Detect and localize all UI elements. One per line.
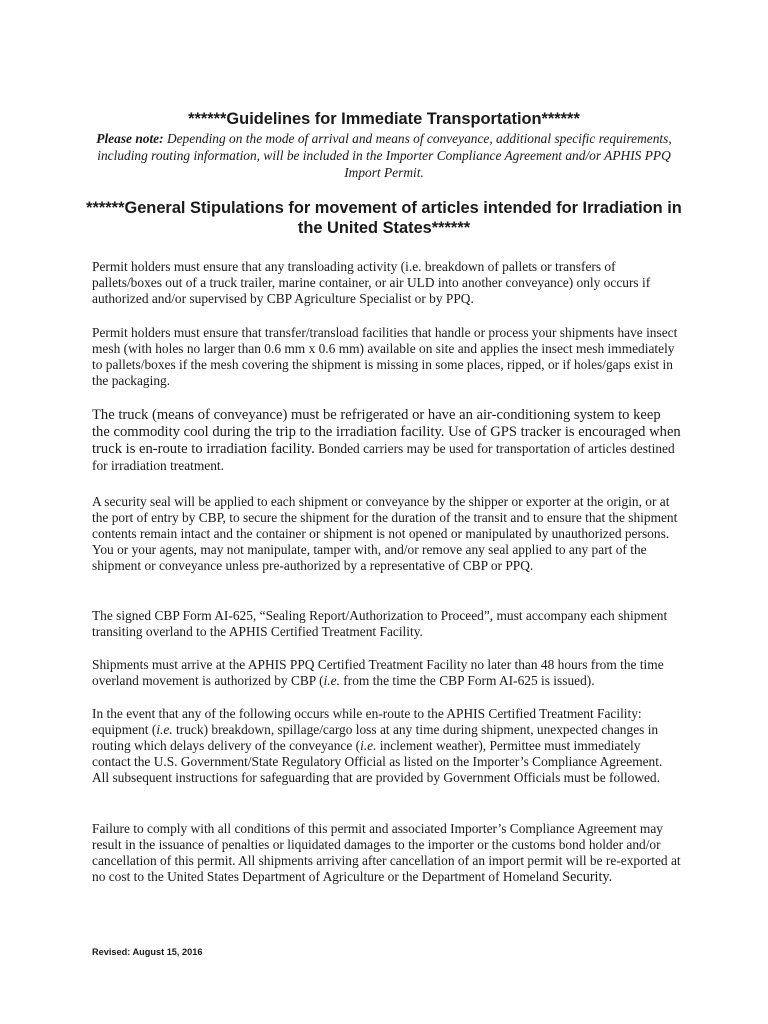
- paragraph-refrigerated-truck: [92, 407, 682, 474]
- general-stipulations-heading: ******General Stipulations for movement of articles intended for Irradiation in the United States******: [86, 199, 682, 237]
- please-note-label: Please note:: [96, 131, 164, 146]
- en-route-text-c: inclement weather), Permittee must immediately contact the U.S. Government/State Regulatory Official as listed on the Importer’s Compliance Agreement. All subsequent instructions for safeguarding that are provided by Government Officials must be followed.: [92, 738, 663, 786]
- failure-to-comply-text: Failure to comply with all conditions of this permit and associated Importer’s Compliance Agreement may result in the issuance of penalties or liquidated damages to the importer or the customs bond holder and/or cancellation of this permit. All shipments arriving after cancellation of an import permit will be re-exported at no cost to the United States Department of Agriculture or the Department of Homeland: [92, 821, 681, 885]
- arrival-deadline-text-a: Shipments must arrive at the APHIS PPQ Certified Treatment Facility no later than 48 hours from the time overland movement is authorized by CBP (: [92, 657, 664, 689]
- en-route-text-b: truck) breakdown, spillage/cargo loss at any time during shipment, unexpected changes in routing which delays delivery of the conveyance (: [92, 722, 659, 754]
- arrival-deadline-text-b: from the time the CBP Form AI-625 is issued).: [339, 673, 595, 689]
- document-title: ******Guidelines for Immediate Transportation******: [188, 110, 580, 128]
- paragraph-failure-to-comply: [92, 821, 682, 885]
- bonded-carriers-text: Bonded carriers may be used for transportation of articles destined for irradiation treatment.: [92, 441, 675, 473]
- revised-date: Revised: August 15, 2016: [92, 947, 203, 957]
- paragraph-form-ai-625: The signed CBP Form AI-625, “Sealing Report/Authorization to Proceed”, must accompany each shipment transiting overland to the APHIS Certified Treatment Facility.: [92, 608, 668, 640]
- paragraph-security-seal: A security seal will be applied to each shipment or conveyance by the shipper or exporter at the origin, or at the port of entry by CBP, to secure the shipment for the duration of the transit and to ensure that the shipment contents remain intact and the container or shipment is not opened or manipulated by unauthorized persons. You or your agents, may not manipulate, tamper with, and/or remove any seal applied to any part of the shipment or conveyance unless pre-authorized by a representative of CBP or PPQ.: [92, 494, 678, 574]
- paragraph-transloading: Permit holders must ensure that any transloading activity (i.e. breakdown of pallets or transfers of pallets/boxes out of a truck trailer, marine container, or air ULD into another conveyance) only occurs if authorized and/or supervised by CBP Agriculture Specialist or by PPQ.: [92, 259, 651, 307]
- en-route-text-a: In the event that any of the following occurs while en-route to the APHIS Certified Treatment Facility: equipment (: [92, 706, 642, 738]
- en-route-ie-1: i.e.: [156, 722, 173, 738]
- paragraph-arrival-deadline: [92, 657, 682, 689]
- arrival-deadline-ie: i.e.: [323, 673, 340, 689]
- failure-to-comply-security: Security.: [558, 869, 613, 886]
- paragraph-insect-mesh: Permit holders must ensure that transfer/transload facilities that handle or process your shipments have insect mesh (with holes no larger than 0.6 mm x 0.6 mm) available on site and applies the insect mesh immediately to pallets/boxes if the mesh covering the shipment is missing in some places, ripped, or if holes/gaps exist in the packaging.: [92, 325, 678, 389]
- please-note: [90, 130, 678, 181]
- refrigerated-truck-text: The truck (means of conveyance) must be refrigerated or have an air-conditioning system to keep the commodity cool during the trip to the irradiation facility. Use of GPS tracker is encouraged when truck is en-route to irradiation facility.: [92, 407, 681, 457]
- paragraph-en-route-events: [92, 706, 682, 786]
- en-route-ie-2: i.e.: [360, 738, 377, 754]
- please-note-text: Depending on the mode of arrival and means of conveyance, additional specific requirements, including routing information, will be included in the Importer Compliance Agreement and/or APHIS PPQ Import Permit.: [97, 131, 672, 180]
